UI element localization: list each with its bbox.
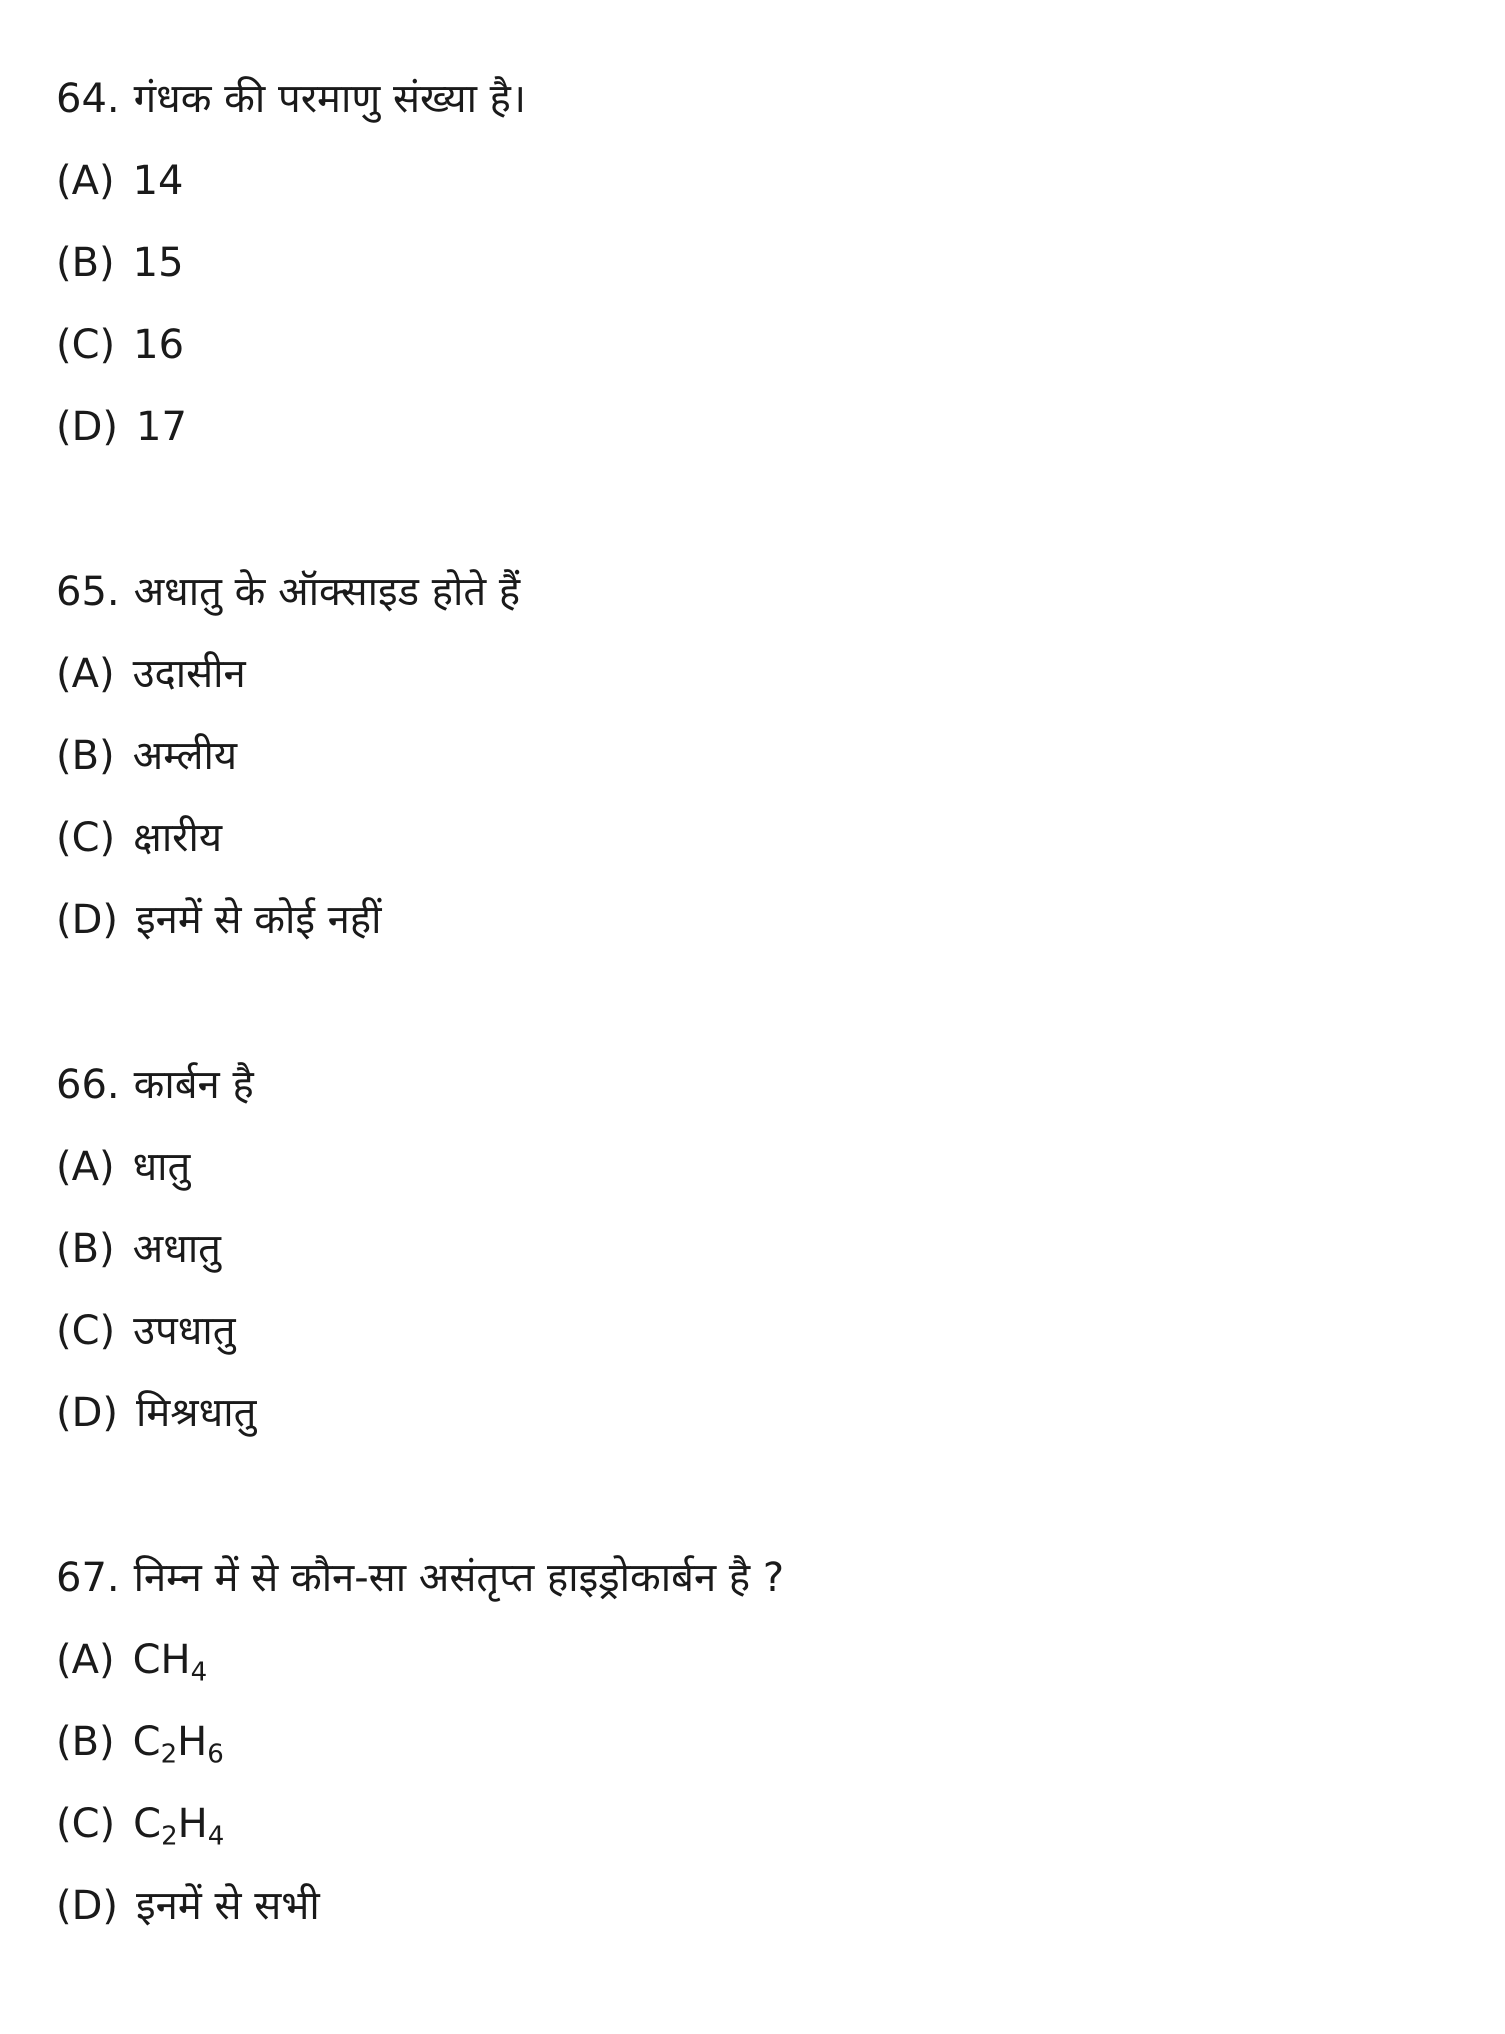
option-text: धातु — [132, 1144, 191, 1190]
question-66 — [56, 1044, 1456, 1454]
option-a — [56, 140, 1456, 222]
formula-subscript: 2 — [160, 1739, 178, 1770]
option-c — [56, 1783, 1456, 1865]
option-text: 15 — [132, 240, 184, 286]
question-65 — [56, 551, 1456, 961]
option-label: (B) — [56, 1226, 115, 1272]
option-label: (D) — [56, 404, 119, 450]
option-label: (C) — [56, 1308, 116, 1354]
question-stem — [56, 1044, 1456, 1126]
chemical-formula — [132, 1637, 208, 1688]
option-text: इनमें से सभी — [136, 1883, 320, 1929]
question-67 — [56, 1537, 1456, 1947]
option-text: उपधातु — [133, 1308, 236, 1354]
option-a — [56, 1126, 1456, 1208]
option-text: 17 — [136, 404, 187, 450]
option-c — [56, 797, 1456, 879]
question-text: निम्न में से कौन-सा असंतृप्त हाइड्रोकार्बन है ? — [133, 1555, 785, 1601]
option-label: (D) — [56, 1390, 119, 1436]
option-text: क्षारीय — [133, 815, 223, 861]
formula-element: C — [133, 1801, 162, 1847]
formula-subscript: 6 — [207, 1739, 224, 1770]
chemical-formula — [132, 1719, 224, 1770]
option-d — [56, 386, 1456, 468]
option-text: इनमें से कोई नहीं — [136, 897, 382, 943]
question-number: 67. — [56, 1555, 120, 1601]
option-label: (C) — [56, 815, 116, 861]
option-c — [56, 304, 1456, 386]
formula-element: C — [132, 1719, 161, 1765]
question-number: 66. — [56, 1062, 120, 1108]
option-label: (A) — [56, 1637, 115, 1683]
option-label: (A) — [56, 158, 115, 204]
question-text: कार्बन है — [133, 1062, 254, 1108]
option-label: (A) — [56, 651, 115, 697]
option-text: अम्लीय — [132, 733, 238, 779]
question-stem — [56, 58, 1456, 140]
question-stem — [56, 1537, 1456, 1619]
question-stem — [56, 551, 1456, 633]
question-text: अधातु के ऑक्साइड होते हैं — [133, 569, 521, 615]
formula-subscript: 4 — [207, 1821, 225, 1852]
option-b — [56, 715, 1456, 797]
option-label: (C) — [56, 322, 116, 368]
option-b — [56, 1208, 1456, 1290]
formula-element: CH — [132, 1637, 191, 1683]
option-d — [56, 1372, 1456, 1454]
option-label: (B) — [56, 733, 115, 779]
option-label: (D) — [56, 1883, 119, 1929]
option-b — [56, 222, 1456, 304]
option-text: 14 — [132, 158, 184, 204]
question-text: गंधक की परमाणु संख्या है। — [133, 76, 527, 122]
option-text: मिश्रधातु — [136, 1390, 257, 1436]
formula-element: H — [177, 1801, 208, 1847]
question-64 — [56, 58, 1456, 468]
question-number: 65. — [56, 569, 120, 615]
formula-element: H — [177, 1719, 208, 1765]
option-label: (B) — [56, 240, 115, 286]
option-a — [56, 1619, 1456, 1701]
option-text: 16 — [133, 322, 185, 368]
option-a — [56, 633, 1456, 715]
chemical-formula — [133, 1801, 225, 1852]
option-text: अधातु — [132, 1226, 221, 1272]
option-label: (C) — [56, 1801, 116, 1847]
option-text: उदासीन — [132, 651, 246, 697]
option-label: (B) — [56, 1719, 115, 1765]
question-number: 64. — [56, 76, 120, 122]
formula-subscript: 2 — [161, 1821, 178, 1852]
formula-subscript: 4 — [190, 1657, 208, 1688]
option-label: (A) — [56, 1144, 115, 1190]
option-b — [56, 1701, 1456, 1783]
option-label: (D) — [56, 897, 119, 943]
option-d — [56, 1865, 1456, 1947]
option-d — [56, 879, 1456, 961]
option-c — [56, 1290, 1456, 1372]
